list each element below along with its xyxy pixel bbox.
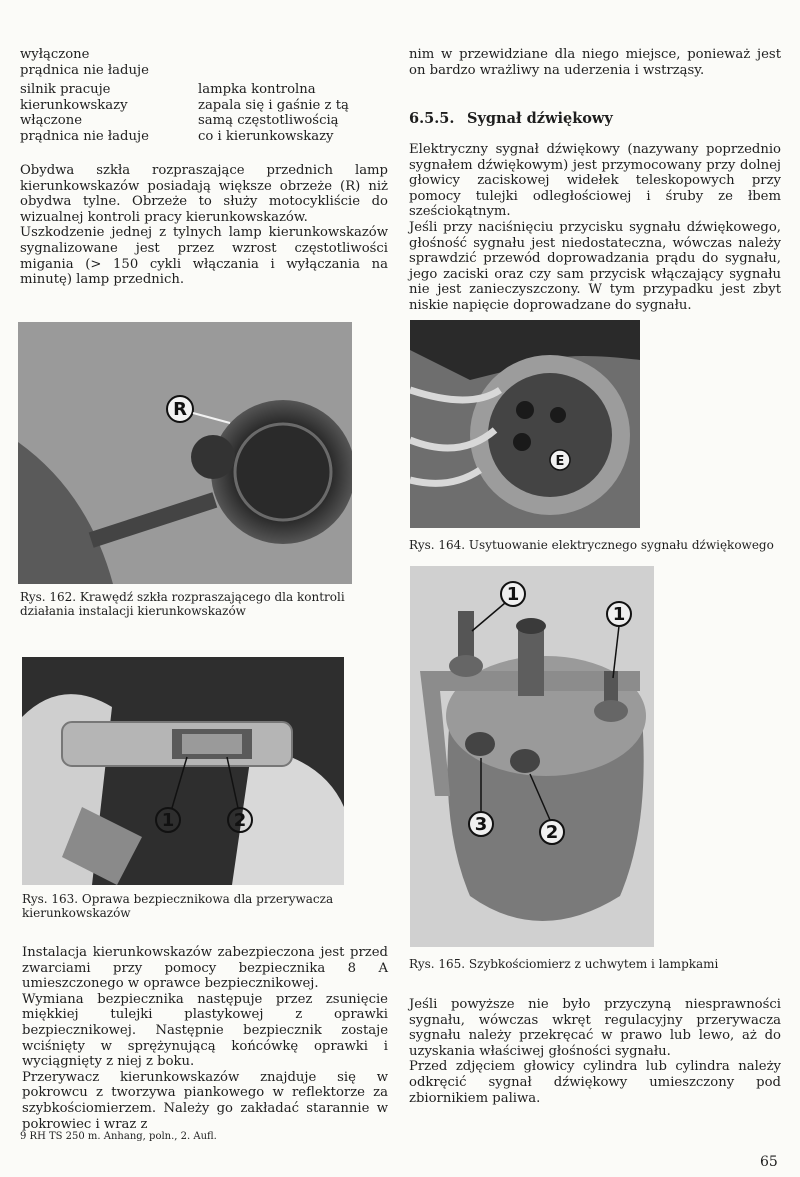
- callout-e: E: [555, 454, 565, 469]
- paragraph: Uszkodzenie jednej z tylnych lamp kierunkowskazów sygnalizowane jest przez wzrost częstotliwości migania (> 150 cykli włączania i wyłączania na minutę) lamp przednich.: [20, 225, 388, 288]
- page-footer: 9 RH TS 250 m. Anhang, poln., 2. Aufl.: [20, 1131, 217, 1142]
- right-text-block-1: [409, 47, 781, 78]
- paragraph: Obydwa szkła rozpraszające przednich lamp kierunkowskazów posiadają większe obrzeże (R) niż obydwa tylne. Obrzeże to służy motocykliście do wizualnej kontroli pracy kierunkowskazów.: [20, 163, 388, 225]
- status-row: silnik pracuje kierunkowskazy włączone prądnica nie ładuje lampka kontrolna zapala się i gaśnie z tą samą częstotliwością co i kierunkowskazy: [20, 82, 349, 144]
- paragraph: Wymiana bezpiecznika następuje przez zsunięcie miękkiej tulejki plastykowej z oprawki bezpiecznikowej. Następnie bezpiecznik zostaje wciśnięty w sprężynującą końcówkę oprawki i wyciągnięty z niej z boku.: [22, 991, 388, 1070]
- section-number: 6.5.5.: [409, 110, 455, 127]
- callout-2: 2: [545, 822, 559, 843]
- paragraph: Jeśli powyższe nie było przyczyną niesprawności sygnału, wówczas wkręt regulacyjny przerywacza sygnału należy przekręcać w prawo lub lewo, aż do uzyskania właściwej głośności sygnału.: [409, 997, 781, 1059]
- figure-165-caption: Rys. 165. Szybkościomierz z uchwytem i lampkami: [409, 957, 719, 971]
- callout-1: 1: [161, 810, 175, 831]
- section-heading: [409, 110, 613, 127]
- left-text-block-1: [20, 163, 388, 288]
- callout-2: 2: [233, 810, 247, 831]
- figure-162-caption: Rys. 162. Krawędź szkła rozpraszającego dla kontroli działania instalacji kierunkowskazów: [20, 590, 345, 618]
- paragraph: Instalacja kierunkowskazów zabezpieczona jest przed zwarciami przy pomocy bezpiecznika 8 A umieszczonego w oprawce bezpiecznikowej.: [22, 945, 388, 992]
- figure-163-image: [22, 657, 344, 885]
- left-text-block-2: [22, 945, 388, 1132]
- paragraph: Elektryczny sygnał dźwiękowy (nazywany poprzednio sygnałem dźwiękowym) jest przymocowany przy dolnej głowicy zaciskowej widełek teleskopowych przy pomocy tulejki odległościowej i śruby ze łbem sześciokątnym.: [409, 142, 781, 220]
- right-text-block-2: [409, 142, 781, 314]
- callout-1: 1: [506, 584, 520, 605]
- paragraph: Jeśli przy naciśnięciu przycisku sygnału dźwiękowego, głośność sygnału jest niedostateczna, wówczas należy sprawdzić przewód doprowadzania prądu do sygnału, jego zaciski oraz czy sam przycisk włączający sygnału nie jest zanieczyszczony. W tym przypadku jest zbyt niskie napięcie doprowadzane do sygnału.: [409, 219, 781, 313]
- callout-3: 3: [474, 814, 488, 835]
- figure-165-image: [410, 566, 654, 947]
- paragraph: nim w przewidziane dla niego miejsce, ponieważ jest on bardzo wrażliwy na uderzenia i wstrząsy.: [409, 47, 781, 78]
- figure-164-caption: Rys. 164. Usytuowanie elektrycznego sygnału dźwiękowego: [409, 538, 774, 552]
- status-row: wyłączone prądnica nie ładuje: [20, 47, 149, 78]
- callout-r: R: [173, 399, 187, 420]
- status-list: [20, 47, 390, 145]
- paragraph: Przerywacz kierunkowskazów znajduje się w pokrowcu z tworzywa piankowego w reflektorze za szybkościomierzem. Należy go zakładać starannie w pokrowiec i wraz z: [22, 1069, 388, 1132]
- callout-1: 1: [612, 604, 626, 625]
- figure-162-image: [18, 322, 352, 584]
- figure-164-image: [410, 320, 640, 528]
- section-title: Sygnał dźwiękowy: [467, 110, 613, 127]
- right-text-block-3: [409, 997, 781, 1106]
- figure-163-caption: Rys. 163. Oprawa bezpiecznikowa dla przerywacza kierunkowskazów: [22, 892, 334, 920]
- page-number: 65: [760, 1154, 778, 1170]
- paragraph: Przed zdjęciem głowicy cylindra lub cylindra należy odkręcić sygnał dźwiękowy umieszczony pod zbiornikiem paliwa.: [409, 1059, 781, 1106]
